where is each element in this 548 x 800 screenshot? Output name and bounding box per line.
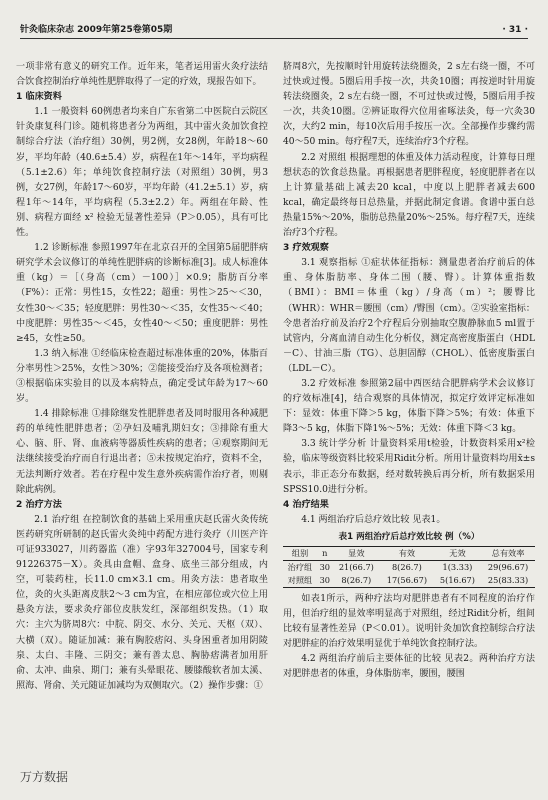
table-header-cell: 无效 [434,547,481,561]
table-cell: 8(26.7) [391,562,422,572]
journal-title: 针灸临床杂志 2009年第25卷第05期 [20,25,173,35]
table-header-cell: 显效 [333,547,380,561]
table-row [283,574,535,588]
section-heading-results: 4 治疗结果 [283,499,329,510]
paragraph-diagnostic-criteria: 1.2 诊断标准 参照1997年在北京召开的全国第5届肥胖病研究学术会议修订的单纯性肥胖病的诊断标准[3]。成人标准体重（kg）＝［（身高（cm）－100）］×0.9；脂肪百分率（F%）：正常：男性15，女性22；超重：男性＞25～＜30，女性30～＜35；轻度肥胖：男性30～＜35，女性35～＜40；中度肥胖：男性35～＜45，女性40～＜50；重度肥胖：男性≥45，女性≥50。 [16,243,268,344]
section-heading-treatment: 2 治疗方法 [16,499,62,510]
table-cell: 30 [319,562,331,572]
section-heading-clinical-data: 1 临床资料 [16,92,62,103]
intro-paragraph: 一项非常有意义的研究工作。近年来，笔者运用雷火灸疗法结合饮食控制治疗单纯性肥胖取得了一定的疗效，现报告如下。 [16,62,268,88]
right-column [283,60,535,683]
left-column [16,60,268,694]
paragraph-inclusion-criteria: 1.3 纳入标准 ①经临床检查超过标准体重的20%，体脂百分率男性＞25%，女性＞30%；②能接受治疗及各项检测者；③根据临床实验目的以及本病特点，确定受试年龄为17～60岁。 [16,348,268,405]
table-header-cell: 有效 [380,547,434,561]
table-cell: 25(83.33) [481,574,535,588]
table-row [283,561,535,575]
paragraph-result-4-1: 4.1 两组治疗后总疗效比较 见表1。 [301,514,446,525]
table-cell: 17(56.67) [380,574,434,588]
paragraph-table-discussion: 如表1所示，两种疗法均对肥胖患者有不同程度的治疗作用，但治疗组的显效率明显高于对照组，经过Ridit分析，组间比较有显著性差异（P＜0.01）。说明针灸加饮食控制综合疗法对肥胖症的治疗效果明显优于单纯饮食控制疗法。 [283,594,535,650]
paragraph-result-4-2: 4.2 两组治疗前后主要体征的比较 见表2。两种治疗方法对肥胖患者的体重，身体脂肪率，腰围，腰围 [283,654,535,680]
paragraph-control-group: 2.2 对照组 根据理想的体重及体力活动程度，计算每日理想状态的饮食总热量。再根据患者肥胖程度，轻度肥胖者在以上计算量基础上减去20 kcal，中度以上肥胖者减去600 kcal，确定最终每日总热量，并据此制定食谱。食谱中蛋白总热量15%～20%，脂肪总热量20%～25%。每疗程7天，连续治疗3个疗程。 [283,152,535,239]
paragraph-observation-indicators: 3.1 观察指标 ①症状体征指标：测量患者治疗前后的体重、身体脂肪率、身体二围（腰、臀）。计算体重指数（BMI）：BMI＝体重（kg）/身高（m）²；腰臀比（WHR）：WHR＝腰围（cm）/臀围（cm）。②实验室指标：令患者治疗前及治疗2个疗程后分别抽取空腹静脉血5 ml置于试管内，分离血清自动生化分析仪，测定高密度脂蛋白（HDL－C）、甘油三脂（TG）、总胆固醇（CHOL）、低密度脂蛋白（LDL－C）。 [283,258,535,374]
paragraph-exclusion-criteria: 1.4 排除标准 ①排除继发性肥胖患者及同时服用各种减肥药的单纯性肥胖患者；②孕妇及哺乳期妇女；③排除有重大心、脑、肝、肾、血液病等器质性疾病的患者；④观察期间无法继续接受治疗而自行退出者；⑤未按规定治疗，资料不全，无法判断疗效者。若在疗程中发生意外疾病需作治疗者，则剔除此病例。 [16,409,268,495]
table-cell: 对照组 [283,574,317,588]
page-number: · 31 · [502,25,528,35]
table-cell: 29(96.67) [487,562,529,572]
table-header-cell: n [317,547,333,561]
paragraph-treatment-group: 2.1 治疗组 在控制饮食的基础上采用重庆赵氏雷火灸传统医药研究所研制的赵氏雷火灸纯中药配方进行灸疗（川医产许可证933027，川药器监（准）字93年327004号，国家专利91226375－X）。灸具由盒帽、盒身、底坐三部分组成，内空，可装药柱，长11.0 cm×3.1 cm。用灸方法：患者取坐位，灸的火头距离皮肤2～3 cm为宜，在相应部位或穴位上用悬灸方法，要求灸疗部位皮肤发红，深部组织发热。（1）取穴：主穴为脐周8穴：中脘、阴交、水分、关元、天枢（双）、大横（双）。随证加减：兼有胸胶痞闷、头身困重者加用阴陵泉、太白、丰隆、三阴交；兼有善太息、胸胁痞满者加用肝俞、太冲、曲泉、期门；兼有头晕眼花、腰膝酸软者加太溪、照海、肾俞、关元随证加减均为双侧取穴。（2）操作步骤：① [16,514,268,691]
watermark: 万方数据 [20,770,69,784]
table-header-row [283,547,535,561]
table-header-cell: 总有效率 [481,547,535,561]
table-cell: 1(3.33) [442,562,473,572]
table-cell: 8(26.7) [333,574,380,588]
section-heading-observation: 3 疗效观察 [283,243,329,254]
paragraph-statistics: 3.3 统计学分析 计量资料采用t检验，计数资料采用x²检验，临床等级资料比较采用Ridit分析。所用计量资料均用x̄±s表示，非正态分布数据，经对数转换后再分析，所有数据采用SPSS10.0进行分析。 [283,439,535,495]
table-cell: 21(66.7) [338,562,374,572]
table-header-cell: 组别 [283,547,317,561]
table-cell: 5(16.67) [434,574,481,588]
paragraph-general-data: 1.1 一般资料 60例患者均来自广东省第二中医院白云院区针灸康复科门诊。随机将患者分为两组，其中雷火灸加饮食控制综合疗法（治疗组）30例，男2例，女28例，年龄18～60岁，平均年龄（40.6±5.4）岁，病程在1年～14年，平均病程（5.1±2.6）年；单纯饮食控制疗法（对照组）30例，男3例，女27例，年龄17～60岁，平均年龄（41.2±5.1）岁，病程1年～14年，平均病程（5.3±2.2）年。两组在年龄、性别、病程方面经 x² 检验无显著性差异（P＞0.05），具有可比性。 [16,107,268,239]
results-table [283,546,535,588]
paragraph-continuation: 脐周8穴，先按顺时针用旋转法绕圈灸，2 s左右绕一圈，不可过快或过慢。5圈后用手按一次，共灸10圈；再按逆时针用旋转法绕圈灸，2 s左右绕一圈，不可过快或过慢，5圈后用手按一次，共灸10圈。②辨证取得穴位用雀啄法灸，每一穴灸30次，大约2 min，每10次后用手按压一次。全部操作步骤约需40～50 min。每疗程7天，连续治疗3个疗程。 [283,62,535,148]
paragraph-efficacy-criteria: 3.2 疗效标准 参照第2届中西医结合肥胖病学术会议修订的疗效标准[4]，结合观察的具体情况，拟定疗效评定标准如下：显效：体重下降＞5 kg，体脂下降＞5%；有效：体重下降3～5 kg，体脂下降1%～5%；无效：体重下降＜3 kg。 [283,378,535,435]
table-cell: 治疗组 [287,562,313,572]
table-title: 表1 两组治疗后总疗效比较 例（%） [338,531,480,542]
running-header [20,22,528,39]
table-cell: 30 [317,574,333,588]
